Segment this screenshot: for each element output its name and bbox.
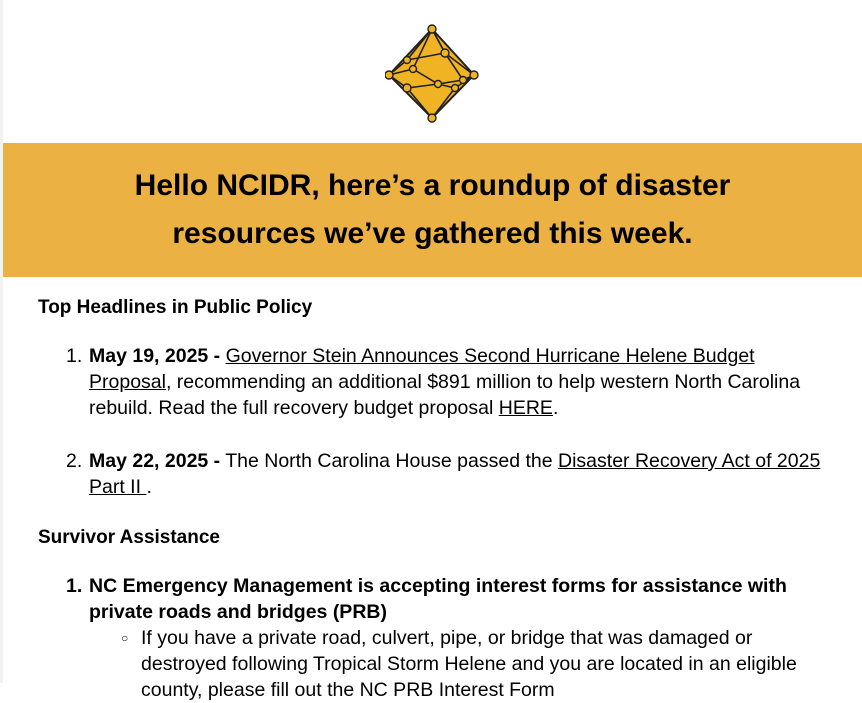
greeting-banner [3,143,862,277]
ncidr-logo-icon [385,23,479,123]
list-item: 2. May 22, 2025 - The North Carolina House passed the Disaster Recovery Act of 2025 Part II . [66,450,821,498]
hollow-bullet-icon: ○ [121,631,129,645]
list-item: 1. May 19, 2025 - Governor Stein Announces Second Hurricane Helene Budget Proposal, recommending an additional $891 million to help western North Carolina rebuild. Read the full recovery budget proposal HERE. [66,345,801,419]
item-date: May 22, 2025 - [89,450,221,472]
budget-proposal-link[interactable]: Governor Stein Announces Second Hurricane Helene Budget Proposal [89,345,755,393]
item-date: May 19, 2025 - [89,345,221,367]
banner-title: Hello NCIDR, here’s a roundup of disaster resources we’ve gathered this week. [134,169,731,250]
item-title: NC Emergency Management is accepting interest forms for assistance with private roads and bridges (PRB) [89,575,787,623]
disaster-recovery-act-link[interactable]: Disaster Recovery Act of 2025 Part II [89,450,821,498]
list-item: 1. NC Emergency Management is accepting interest forms for assistance with private roads and bridges (PRB) [66,575,787,623]
sub-list-item: ○ If you have a private road, culvert, pipe, or bridge that was damaged or destroyed following Tropical Storm Helene and you are located in an eligible county, please fill out the NC PRB Interest Form [121,627,797,701]
page-edge [0,0,3,683]
here-link[interactable]: HERE [498,397,553,419]
section-heading-public-policy: Top Headlines in Public Policy [38,297,313,318]
section-heading-survivor-assistance: Survivor Assistance [38,527,220,548]
